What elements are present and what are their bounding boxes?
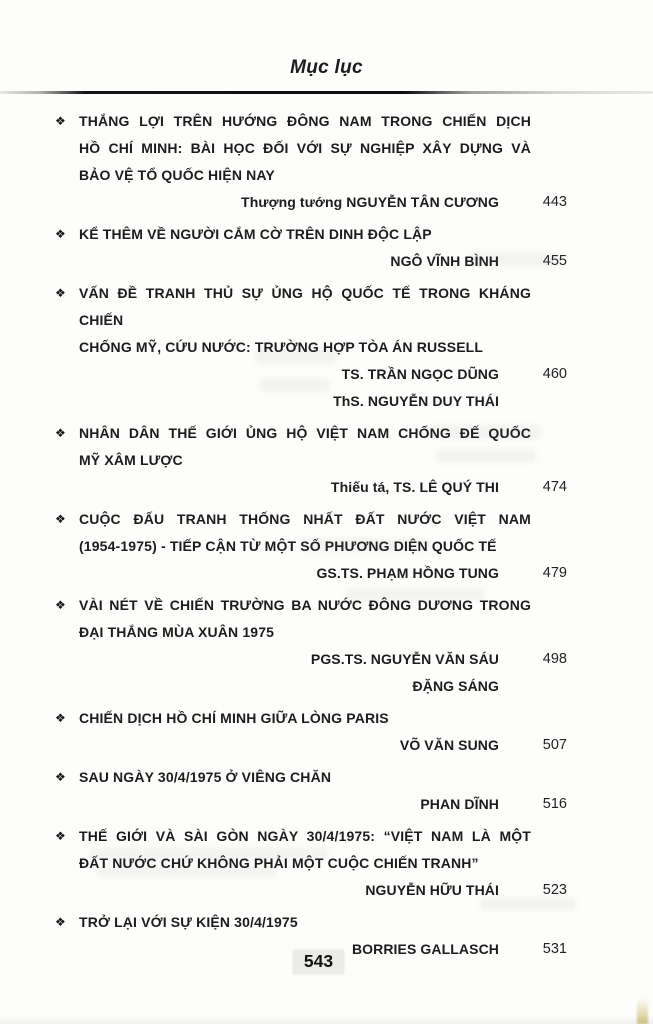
toc-author-name: ĐẶNG SÁNG — [412, 678, 499, 694]
toc-entry — [55, 705, 567, 759]
toc-entry-title — [79, 108, 531, 189]
diamond-bullet-icon: ❖ — [55, 286, 66, 300]
toc-entry-title-line: THẮNG LỢI TRÊN HƯỚNG ĐÔNG NAM TRONG CHIẾN DỊCH — [79, 113, 531, 129]
toc-entry-title-line: MỸ XÂM LƯỢC — [79, 452, 183, 468]
toc-page-number: 498 — [542, 651, 567, 667]
toc-entry-authors — [55, 560, 567, 587]
toc-entry-title-line: NHÂN DÂN THẾ GIỚI ỦNG HỘ VIỆT NAM CHỐNG ĐẾ QUỐC — [79, 425, 531, 441]
diamond-bullet-icon: ❖ — [55, 711, 66, 725]
toc-entry-title-row — [55, 592, 567, 646]
toc-entry-title — [79, 705, 531, 732]
toc-entry — [55, 506, 567, 587]
toc-entry-authors — [55, 732, 567, 759]
toc-entry-authors — [55, 361, 567, 415]
toc-entry-title-line: HỒ CHÍ MINH: BÀI HỌC ĐỐI VỚI SỰ NGHIỆP XÂY DỰNG VÀ — [79, 140, 531, 156]
toc-page-number: 443 — [542, 194, 567, 210]
toc-list — [0, 94, 653, 963]
footer-page-number: 543 — [293, 950, 344, 974]
toc-entry-title-line: THẾ GIỚI VÀ SÀI GÒN NGÀY 30/4/1975: “VIỆT NAM LÀ MỘT — [79, 828, 531, 844]
toc-entry-title-line: BẢO VỆ TỔ QUỐC HIỆN NAY — [79, 167, 275, 183]
toc-entry-title-row — [55, 280, 567, 361]
toc-page-number: 455 — [542, 253, 567, 269]
toc-page-number: 531 — [542, 941, 567, 957]
corner-stain-artifact — [637, 998, 648, 1024]
toc-entry — [55, 823, 567, 904]
toc-entry-title-row — [55, 420, 567, 474]
toc-entry-title-line: (1954-1975) - TIẾP CẬN TỪ MỘT SỐ PHƯƠNG DIỆN QUỐC TẾ — [79, 538, 497, 554]
diamond-bullet-icon: ❖ — [55, 512, 66, 526]
toc-author-name: BORRIES GALLASCH — [351, 941, 499, 957]
toc-entry-authors — [55, 646, 567, 700]
diamond-bullet-icon: ❖ — [55, 114, 66, 128]
page-header — [0, 0, 653, 94]
toc-page-number — [499, 673, 567, 700]
toc-author-row — [55, 388, 567, 415]
toc-entry — [55, 221, 567, 275]
diamond-bullet-icon: ❖ — [55, 829, 66, 843]
toc-entry-authors — [55, 877, 567, 904]
toc-entry-title-line: TRỞ LẠI VỚI SỰ KIỆN 30/4/1975 — [79, 914, 298, 930]
toc-author-row — [55, 646, 567, 673]
toc-page-number: 507 — [542, 737, 567, 753]
page-footer — [0, 950, 653, 974]
toc-entry — [55, 280, 567, 415]
toc-entry-authors — [55, 248, 567, 275]
toc-entry-title — [79, 823, 531, 877]
diamond-bullet-icon: ❖ — [55, 227, 66, 241]
toc-author-row — [55, 732, 567, 759]
diamond-bullet-icon: ❖ — [55, 915, 66, 929]
toc-author-name: Thượng tướng NGUYỄN TÂN CƯƠNG — [241, 194, 499, 210]
toc-entry-authors — [55, 189, 567, 216]
toc-entry-title-row — [55, 108, 567, 189]
toc-author-name: Thiếu tá, TS. LÊ QUÝ THI — [330, 479, 499, 495]
toc-author-row — [55, 361, 567, 388]
toc-author-row — [55, 189, 567, 216]
toc-entry-title — [79, 764, 531, 791]
toc-entry-title-row — [55, 823, 567, 877]
page-title: Mục lục — [290, 57, 363, 78]
toc-author-name: NGÔ VĨNH BÌNH — [390, 253, 499, 269]
toc-page-number: 474 — [542, 479, 567, 495]
toc-entry — [55, 420, 567, 501]
toc-entry-title — [79, 592, 531, 646]
toc-author-row — [55, 474, 567, 501]
toc-author-name: GS.TS. PHẠM HỒNG TUNG — [316, 565, 499, 581]
toc-entry-title-line: ĐẤT NƯỚC CHỨ KHÔNG PHẢI MỘT CUỘC CHIẾN TRANH” — [79, 855, 479, 871]
toc-entry-title-line: CHIẾN DỊCH HỒ CHÍ MINH GIỮA LÒNG PARIS — [79, 710, 389, 726]
toc-page-number: 479 — [542, 565, 567, 581]
toc-entry-title-line: KỂ THÊM VỀ NGƯỜI CẮM CỜ TRÊN DINH ĐỘC LẬP — [79, 226, 432, 242]
toc-entry-title — [79, 221, 531, 248]
toc-page-number — [499, 388, 567, 415]
toc-entry-title-row — [55, 909, 567, 936]
scan-edge-shadow — [0, 1016, 653, 1024]
toc-entry-title-row — [55, 764, 567, 791]
toc-author-name: PHAN DĨNH — [420, 796, 499, 812]
toc-entry-authors — [55, 474, 567, 501]
toc-author-row — [55, 877, 567, 904]
toc-entry-title-line: ĐẠI THẮNG MÙA XUÂN 1975 — [79, 624, 275, 640]
toc-author-name: NGUYỄN HỮU THÁI — [365, 882, 499, 898]
toc-entry-title-line: VẤN ĐỀ TRANH THỦ SỰ ỦNG HỘ QUỐC TẾ TRONG KHÁNG CHIẾN — [79, 285, 531, 328]
toc-entry-title — [79, 506, 531, 560]
toc-author-name: VÕ VĂN SUNG — [399, 737, 499, 753]
toc-entry-title-row — [55, 221, 567, 248]
toc-entry-authors — [55, 791, 567, 818]
toc-entry-title — [79, 909, 531, 936]
toc-entry-title-line: CUỘC ĐẤU TRANH THỐNG NHẤT ĐẤT NƯỚC VIỆT NAM — [79, 511, 531, 527]
toc-entry-title-line: VÀI NÉT VỀ CHIẾN TRƯỜNG BA NƯỚC ĐÔNG DƯƠNG TRONG — [79, 597, 531, 613]
toc-author-row — [55, 791, 567, 818]
diamond-bullet-icon: ❖ — [55, 426, 66, 440]
toc-entry-title-line: SAU NGÀY 30/4/1975 Ở VIÊNG CHĂN — [79, 769, 332, 785]
toc-author-name: PGS.TS. NGUYỄN VĂN SÁU — [310, 651, 499, 667]
toc-author-row — [55, 560, 567, 587]
toc-entry — [55, 108, 567, 216]
toc-entry-title — [79, 420, 531, 474]
diamond-bullet-icon: ❖ — [55, 770, 66, 784]
toc-author-row — [55, 673, 567, 700]
toc-author-name: ThS. NGUYỄN DUY THÁI — [333, 393, 499, 409]
toc-entry-title — [79, 280, 531, 361]
toc-entry — [55, 764, 567, 818]
toc-author-row — [55, 248, 567, 275]
toc-entry — [55, 592, 567, 700]
toc-page-number: 460 — [542, 366, 567, 382]
toc-entry-title-line: CHỐNG MỸ, CỨU NƯỚC: TRƯỜNG HỢP TÒA ÁN RUSSELL — [79, 339, 484, 355]
toc-page-number: 523 — [542, 882, 567, 898]
toc-author-name: TS. TRẦN NGỌC DŨNG — [341, 366, 499, 382]
diamond-bullet-icon: ❖ — [55, 598, 66, 612]
toc-page-number: 516 — [542, 796, 567, 812]
toc-entry-title-row — [55, 506, 567, 560]
toc-entry-title-row — [55, 705, 567, 732]
